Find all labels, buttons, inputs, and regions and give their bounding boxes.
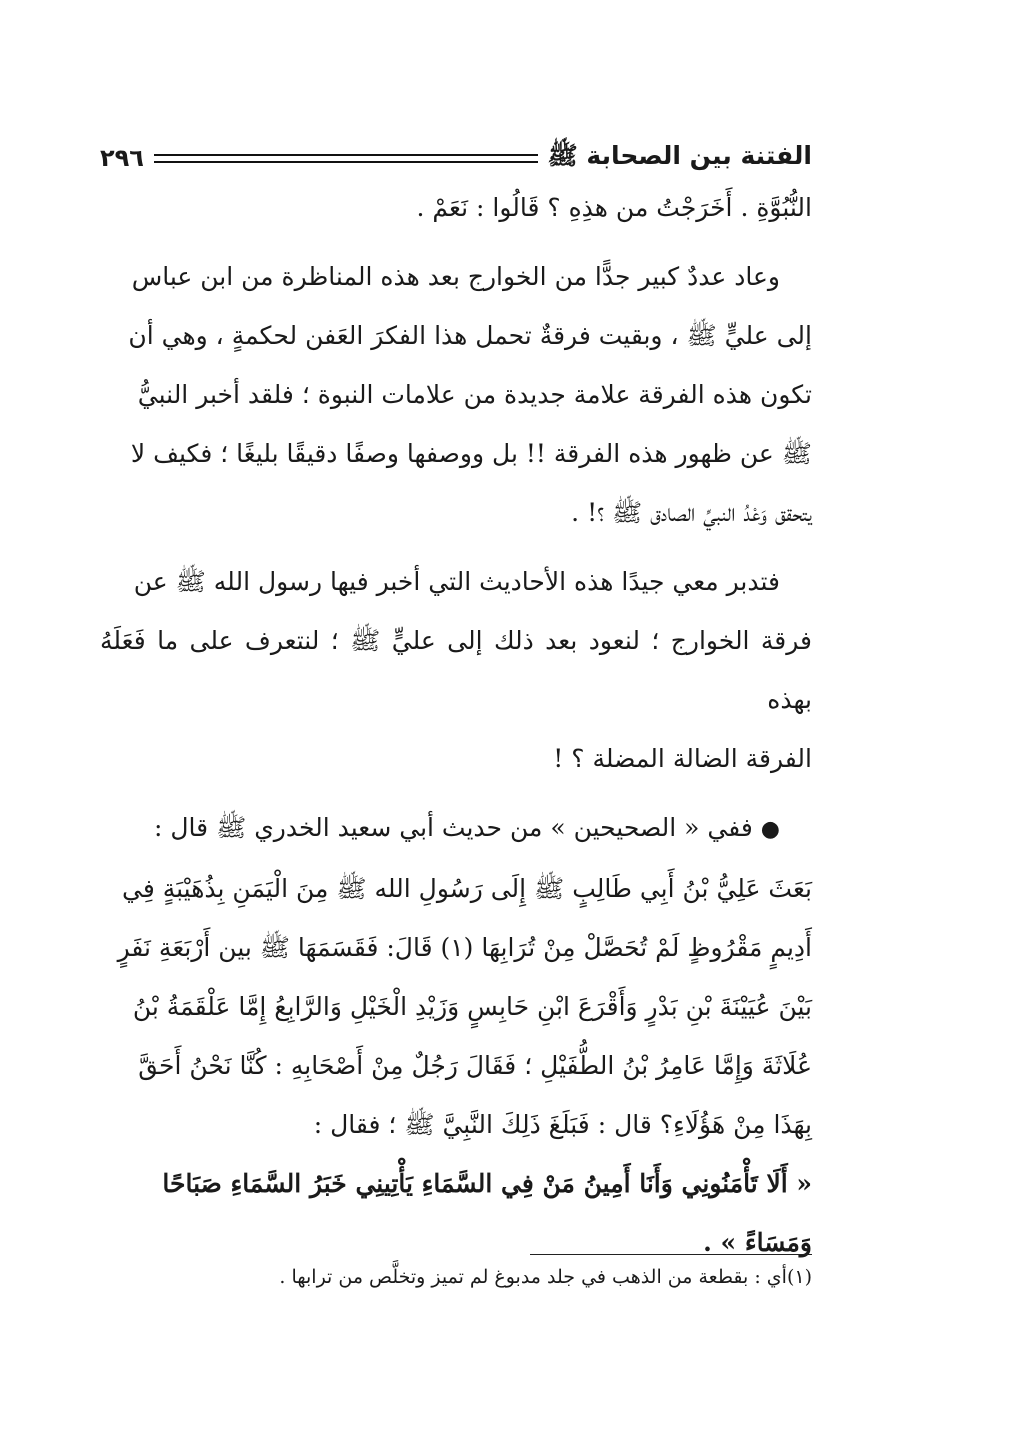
text-line: النُّبُوَّةِ . أَخَرَجْتُ من هذِهِ ؟ قَالُوا : نَعَمْ .	[416, 193, 812, 222]
text-line: وعاد عددٌ كبير جدًّا من الخوارج بعد هذه المناظرة من ابن عباس	[131, 262, 780, 291]
page-body	[100, 178, 812, 1272]
header-rule	[154, 154, 538, 163]
text-line: فتدبر معي جيدًا هذه الأحاديث التي أخبر فيها رسول الله ﷺ عن	[133, 567, 780, 596]
paragraph-2	[100, 247, 812, 542]
bullet-icon: ●	[760, 817, 780, 842]
footnote-rule	[530, 1254, 812, 1255]
text-line	[100, 798, 812, 859]
text-line: أَدِيمٍ مَقْرُوظٍ لَمْ تُحَصَّلْ مِنْ تُرَابِهَا (١) قَالَ: فَقَسَمَهَا ﷺ بين أَرْبَعَةِ نَفَرٍ	[117, 933, 812, 962]
text-line: الفرقة الضالة المضلة ؟ !	[553, 744, 812, 773]
text-line: ﷺ عن ظهور هذه الفرقة !! بل ووصفها وصفًا دقيقًا بليغًا ؛ فكيف لا	[130, 439, 812, 468]
text-line: بِهَذَا مِنْ هَؤُلَاءِ؟ قال : فَبَلَغَ ذَلِكَ النَّبِيَّ ﷺ ؛ فقال :	[313, 1110, 812, 1139]
text-line: إلى عليٍّ ﷺ ، وبقيت فرقةٌ تحمل هذا الفكرَ العَفن لحكمةٍ ، وهي أن	[128, 321, 812, 350]
text-line: بَيْنَ عُيَيْنَةَ بْنِ بَدْرٍ وَأَقْرَعَ ابْنِ حَابِسٍ وَزَيْدِ الْخَيْلِ وَالرَّابِعُ إِمَّا عَلْقَمَةُ بْنُ	[132, 992, 812, 1021]
text-line: بَعَثَ عَلِيُّ بْنُ أَبِي طَالِبٍ ﷺ إِلَى رَسُولِ الله ﷺ مِنَ الْيَمَنِ بِذُهَيْبَةٍ فِي	[121, 874, 812, 903]
text-line: عُلَاثَةَ وَإِمَّا عَامِرُ بْنُ الطُّفَيْلِ ؛ فَقَالَ رَجُلٌ مِنْ أَصْحَابِهِ : كُنَّا نَحْنُ أَحَقَّ	[138, 1051, 812, 1080]
text-line: « أَلَا تَأْمَنُونِي وَأَنَا أَمِينُ مَنْ فِي السَّمَاءِ يَأْتِينِي خَبَرُ السَّمَاءِ صَبَاحًا	[162, 1169, 812, 1198]
text-line: فرقة الخوارج ؛ لنعود بعد ذلك إلى عليٍّ ﷺ ؛ لنتعرف على ما فَعَلَهُ بهذه	[100, 626, 812, 714]
page-content	[100, 138, 812, 1272]
text-line: تكون هذه الفرقة علامة جديدة من علامات النبوة ؛ فلقد أخبر النبيُّ	[137, 380, 812, 409]
paragraph-1	[100, 178, 812, 237]
page-number: ٢٩٦	[100, 144, 144, 172]
running-header	[100, 138, 812, 178]
paragraph-hadith	[100, 798, 812, 1154]
paragraph-3	[100, 552, 812, 788]
header-title: الفتنة بين الصحابة ﷺ	[547, 140, 812, 170]
text-line: يتحقق وَعْدُ النبيِّ الصادق ﷺ ؟! .	[571, 498, 812, 527]
text-span: ففي « الصحيحين » من حديث أبي سعيد الخدري ﷺ قال :	[154, 813, 753, 842]
footnote: (١)أي : بقطعة من الذهب في جلد مدبوغ لم تميز وتخلَّص من ترابها .	[279, 1266, 812, 1288]
text-line: وَمَسَاءً » .	[703, 1228, 812, 1257]
